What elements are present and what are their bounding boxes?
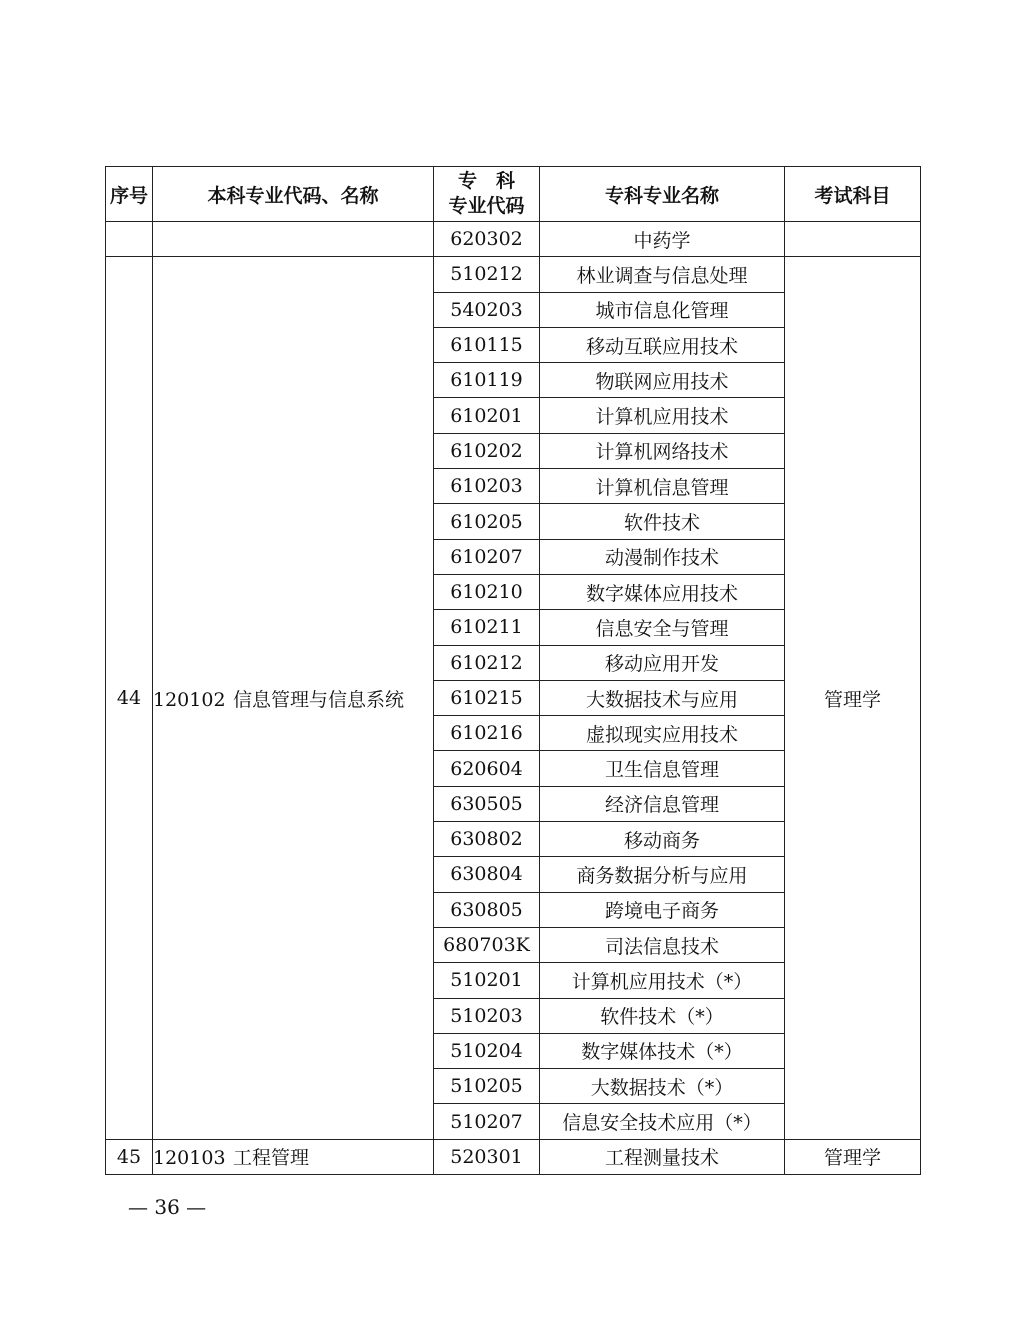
cell-seq: 45	[106, 1139, 153, 1174]
cell-major-name: 移动应用开发	[540, 645, 785, 680]
cell-major-name: 动漫制作技术	[540, 539, 785, 574]
cell-major-name: 经济信息管理	[540, 786, 785, 821]
page-number: — 36 —	[128, 1195, 207, 1219]
table-row	[106, 222, 921, 257]
header-undergrad: 本科专业代码、名称	[153, 167, 434, 222]
table-body	[106, 222, 921, 1175]
cell-major-code: 610201	[434, 398, 540, 433]
cell-major-name: 司法信息技术	[540, 927, 785, 962]
cell-major-name: 卫生信息管理	[540, 751, 785, 786]
undergrad-name: 工程管理	[233, 1147, 310, 1170]
cell-major-code: 540203	[434, 292, 540, 327]
cell-major-code: 510203	[434, 998, 540, 1033]
cell-major-code: 610205	[434, 504, 540, 539]
cell-major-name: 移动商务	[540, 822, 785, 857]
cell-major-code: 610207	[434, 539, 540, 574]
cell-major-name: 数字媒体应用技术	[540, 574, 785, 609]
cell-major-code: 510207	[434, 1104, 540, 1139]
cell-subject: 管理学	[785, 1139, 921, 1174]
cell-major-code: 610216	[434, 716, 540, 751]
cell-major-code: 510205	[434, 1069, 540, 1104]
cell-undergrad	[153, 222, 434, 257]
cell-seq: 44	[106, 257, 153, 1139]
cell-subject	[785, 222, 921, 257]
cell-major-code: 520301	[434, 1139, 540, 1174]
cell-major-code: 610115	[434, 327, 540, 362]
cell-major-name: 大数据技术与应用	[540, 680, 785, 715]
cell-major-code: 510204	[434, 1033, 540, 1068]
cell-major-name: 中药学	[540, 222, 785, 257]
cell-major-name: 林业调查与信息处理	[540, 257, 785, 292]
cell-major-name: 软件技术（*）	[540, 998, 785, 1033]
cell-major-name: 计算机应用技术（*）	[540, 963, 785, 998]
cell-undergrad	[153, 257, 434, 1139]
cell-major-name: 虚拟现实应用技术	[540, 716, 785, 751]
table-row	[106, 257, 921, 292]
cell-major-code: 610210	[434, 574, 540, 609]
cell-major-name: 大数据技术（*）	[540, 1069, 785, 1104]
cell-major-code: 630805	[434, 892, 540, 927]
cell-major-name: 跨境电子商务	[540, 892, 785, 927]
header-code-line2: 专业代码	[448, 195, 525, 217]
cell-major-name: 物联网应用技术	[540, 363, 785, 398]
cell-major-name: 信息安全与管理	[540, 610, 785, 645]
cell-major-name: 信息安全技术应用（*）	[540, 1104, 785, 1139]
cell-major-code: 610202	[434, 433, 540, 468]
cell-major-code: 510212	[434, 257, 540, 292]
header-name: 专科专业名称	[540, 167, 785, 222]
cell-major-name: 计算机信息管理	[540, 469, 785, 504]
cell-major-code: 630804	[434, 857, 540, 892]
cell-major-code: 510201	[434, 963, 540, 998]
cell-major-code: 620604	[434, 751, 540, 786]
cell-seq	[106, 222, 153, 257]
cell-major-code: 610211	[434, 610, 540, 645]
header-code-line1: 专 科	[457, 170, 515, 192]
cell-major-code: 610203	[434, 469, 540, 504]
cell-major-name: 计算机网络技术	[540, 433, 785, 468]
cell-major-code: 610215	[434, 680, 540, 715]
undergrad-code: 120103	[153, 1147, 226, 1170]
cell-major-name: 商务数据分析与应用	[540, 857, 785, 892]
cell-major-code: 680703K	[434, 927, 540, 962]
cell-major-code: 610212	[434, 645, 540, 680]
cell-major-code: 630802	[434, 822, 540, 857]
cell-subject: 管理学	[785, 257, 921, 1139]
cell-major-name: 数字媒体技术（*）	[540, 1033, 785, 1068]
cell-major-code: 620302	[434, 222, 540, 257]
undergrad-code: 120102	[153, 688, 226, 711]
cell-major-name: 工程测量技术	[540, 1139, 785, 1174]
cell-major-code: 630505	[434, 786, 540, 821]
cell-major-code: 610119	[434, 363, 540, 398]
majors-table	[105, 166, 921, 1175]
table-header	[106, 167, 921, 222]
header-subject: 考试科目	[785, 167, 921, 222]
header-code	[434, 167, 540, 222]
table-row	[106, 1139, 921, 1174]
cell-undergrad	[153, 1139, 434, 1174]
cell-major-name: 软件技术	[540, 504, 785, 539]
cell-major-name: 计算机应用技术	[540, 398, 785, 433]
undergrad-name: 信息管理与信息系统	[233, 688, 405, 711]
cell-major-name: 移动互联应用技术	[540, 327, 785, 362]
cell-major-name: 城市信息化管理	[540, 292, 785, 327]
header-seq: 序号	[106, 167, 153, 222]
